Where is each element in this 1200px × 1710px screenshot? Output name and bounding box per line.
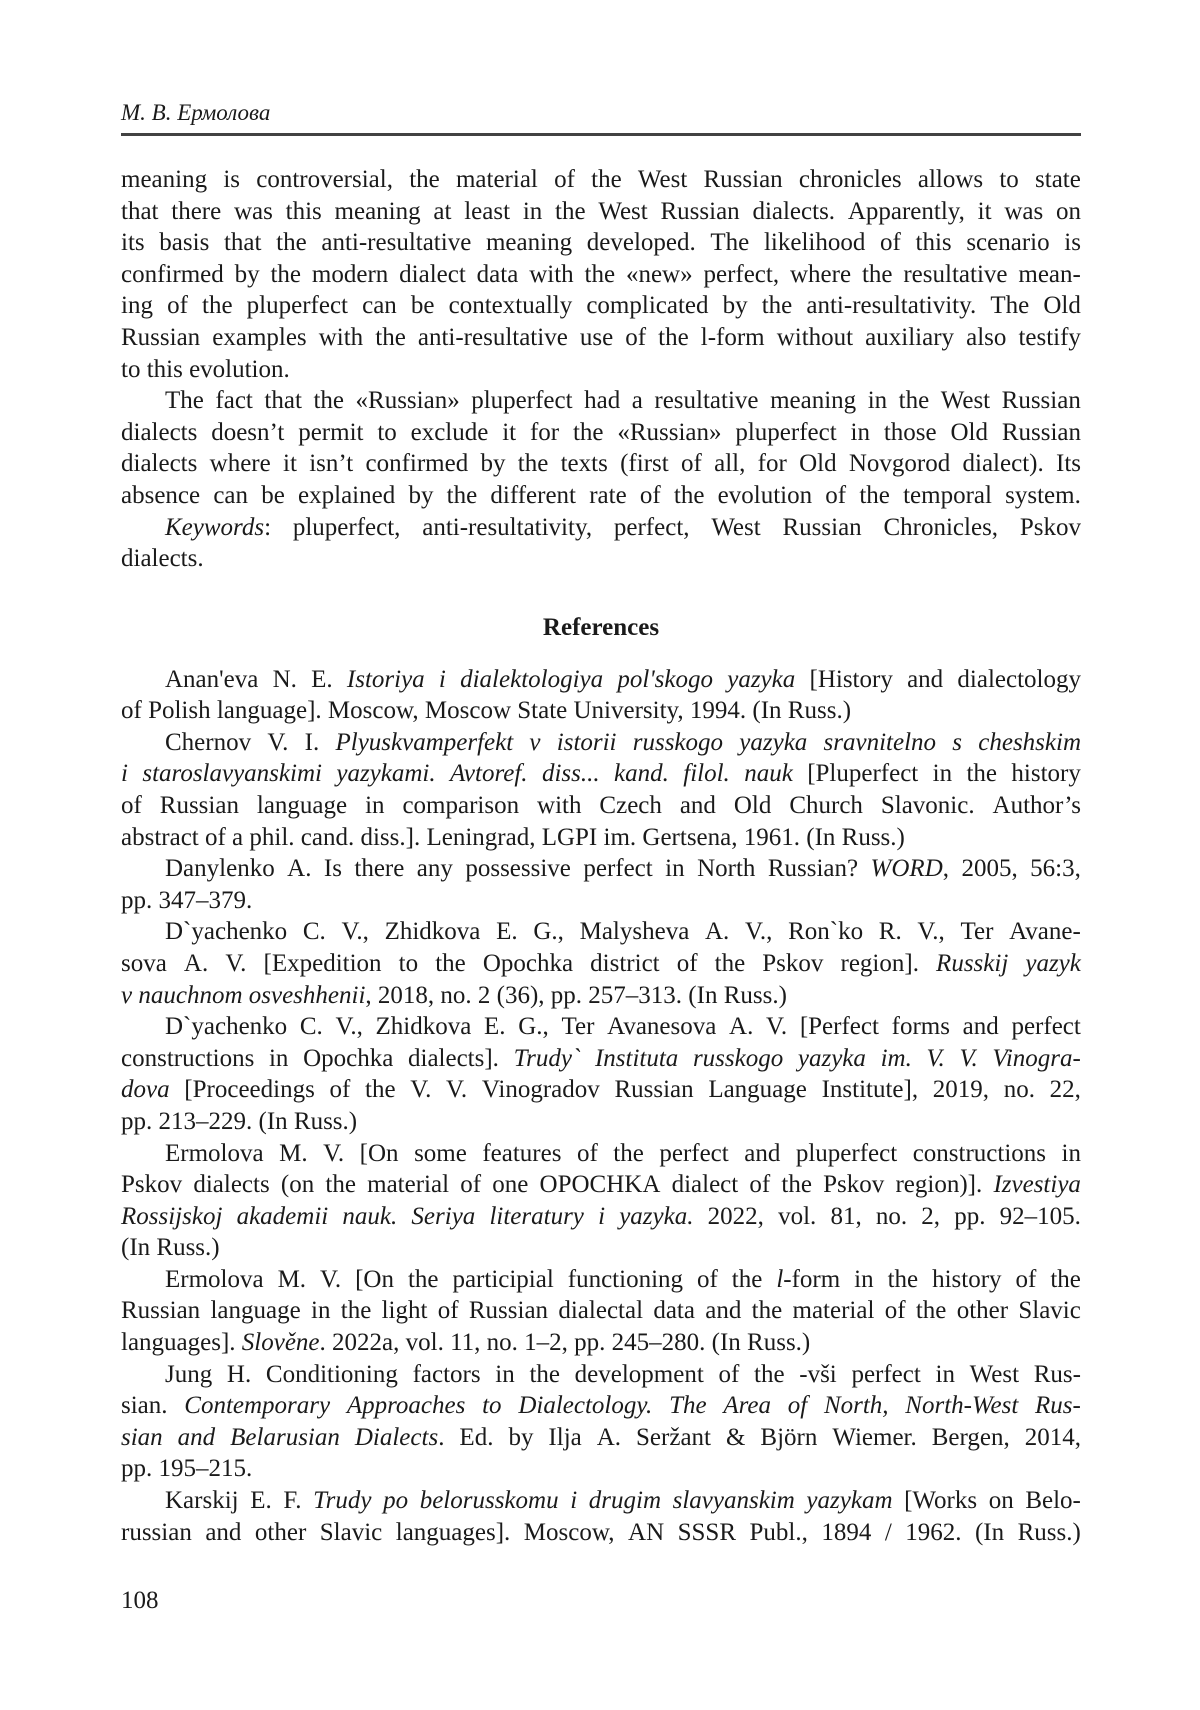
text-line: of Russian language in comparison with Czech and Old Church Slavonic. Author’s [121,791,1081,819]
text-line: Jung H. Conditioning factors in the development of the -vši perfect in West Rus- [165,1360,1081,1388]
reference-entry [121,1138,1081,1264]
paragraph [121,385,1081,511]
text-line: sova A. V. [Expedition to the Opochka district of the Pskov region]. Russkij yazyk [121,949,1081,977]
reference-entry [121,664,1081,727]
text-line: i staroslavyanskimi yazykami. Avtoref. diss... kand. filol. nauk [Pluperfect in the history [121,760,1081,788]
text-line: pp. 213–229. (In Russ.) [121,1107,358,1135]
page-number: 108 [121,1587,159,1614]
reference-entry [121,853,1081,916]
reference-entry [121,1011,1081,1137]
text-line: absence can be explained by the different rate of the evolution of the temporal system. [121,481,1081,509]
running-header: М. В. Ермолова [121,100,271,125]
reference-entry [121,1264,1081,1359]
keywords-paragraph [121,512,1081,575]
reference-entry [121,1359,1081,1485]
text-line: dialects doesn’t permit to exclude it for the «Russian» pluperfect in those Old Russian [121,418,1081,446]
reference-entry [121,727,1081,853]
text-line: constructions in Opochka dialects]. Trudy` Instituta russkogo yazyka im. V. V. Vinogra- [121,1044,1081,1072]
text-line: v nauchnom osveshhenii, 2018, no. 2 (36), pp. 257–313. (In Russ.) [121,981,787,1009]
text-line: sian and Belarusian Dialects. Ed. by Ilja A. Seržant & Björn Wiemer. Bergen, 2014, [121,1423,1081,1451]
text-line: abstract of a phil. cand. diss.]. Leningrad, LGPI im. Gertsena, 1961. (In Russ.) [121,823,905,851]
paragraph [121,164,1081,385]
text-line: to this evolution. [121,355,290,383]
text-line: its basis that the anti-resultative meaning developed. The likelihood of this scenario is [121,229,1081,257]
text-line: pp. 195–215. [121,1455,253,1483]
text-line: Danylenko A. Is there any possessive perfect in North Russian? WORD, 2005, 56:3, [165,855,1081,883]
text-line: russian and other Slavic languages]. Moscow, AN SSSR Publ., 1894 / 1962. (In Russ.) [121,1518,1081,1546]
text-line: Pskov dialects (on the material of one OPOCHKA dialect of the Pskov region)]. Izvestiya [121,1171,1081,1199]
text-line: Russian examples with the anti-resultative use of the l-form without auxiliary also testify [121,323,1081,351]
text-line: The fact that the «Russian» pluperfect had a resultative meaning in the West Russian [165,387,1081,415]
text-line: dova [Proceedings of the V. V. Vinogradov Russian Language Institute], 2019, no. 22, [121,1076,1081,1104]
references-heading: References [542,614,660,641]
references-section [121,612,1081,1548]
reference-entry [121,1485,1081,1548]
text-line: ing of the pluperfect can be contextually complicated by the anti-resultativity. The Old [121,292,1081,320]
text-line: sian. Contemporary Approaches to Dialectology. The Area of North, North-West Rus- [121,1392,1081,1420]
text-line: Chernov V. I. Plyuskvamperfekt v istorii russkogo yazyka sravnitelno s cheshskim [165,728,1081,756]
text-line: Ermolova M. V. [On some features of the perfect and pluperfect constructions in [165,1139,1081,1167]
text-line: Karskij E. F. Trudy po belorusskomu i drugim slavyanskim yazykam [Works on Belo- [165,1487,1081,1515]
text-line: confirmed by the modern dialect data with the «new» perfect, where the resultative mean- [121,260,1081,288]
text-line: dialects where it isn’t confirmed by the texts (first of all, for Old Novgorod dialect). Its [121,450,1081,478]
text-line: (In Russ.) [121,1234,220,1262]
abstract-section [121,164,1081,575]
header-rule [121,133,1081,136]
text-line: Keywords: pluperfect, anti-resultativity, perfect, West Russian Chronicles, Pskov [165,513,1081,541]
text-line: Rossijskoj akademii nauk. Seriya literatury i yazyka. 2022, vol. 81, no. 2, pp. 92–105. [121,1202,1081,1230]
text-line: languages]. Slověne. 2022a, vol. 11, no. 1–2, pp. 245–280. (In Russ.) [121,1329,811,1357]
text-line: Ermolova M. V. [On the participial functioning of the l-form in the history of the [165,1265,1081,1293]
text-line: D`yachenko C. V., Zhidkova E. G., Malysheva A. V., Ron`ko R. V., Ter Avane- [165,918,1081,946]
text-line: Russian language in the light of Russian dialectal data and the material of the other Slavic [121,1297,1081,1325]
reference-entry [121,916,1081,1011]
text-line: that there was this meaning at least in the West Russian dialects. Apparently, it was on [121,197,1081,225]
text-line: of Polish language]. Moscow, Moscow State University, 1994. (In Russ.) [121,697,852,725]
text-line: D`yachenko C. V., Zhidkova E. G., Ter Avanesova A. V. [Perfect forms and perfect [165,1013,1081,1041]
text-line: meaning is controversial, the material of the West Russian chronicles allows to state [121,166,1081,193]
text-line: pp. 347–379. [121,886,253,914]
text-line: Anan'eva N. E. Istoriya i dialektologiya pol'skogo yazyka [History and dialectology [165,665,1081,693]
text-line: dialects. [121,545,204,573]
